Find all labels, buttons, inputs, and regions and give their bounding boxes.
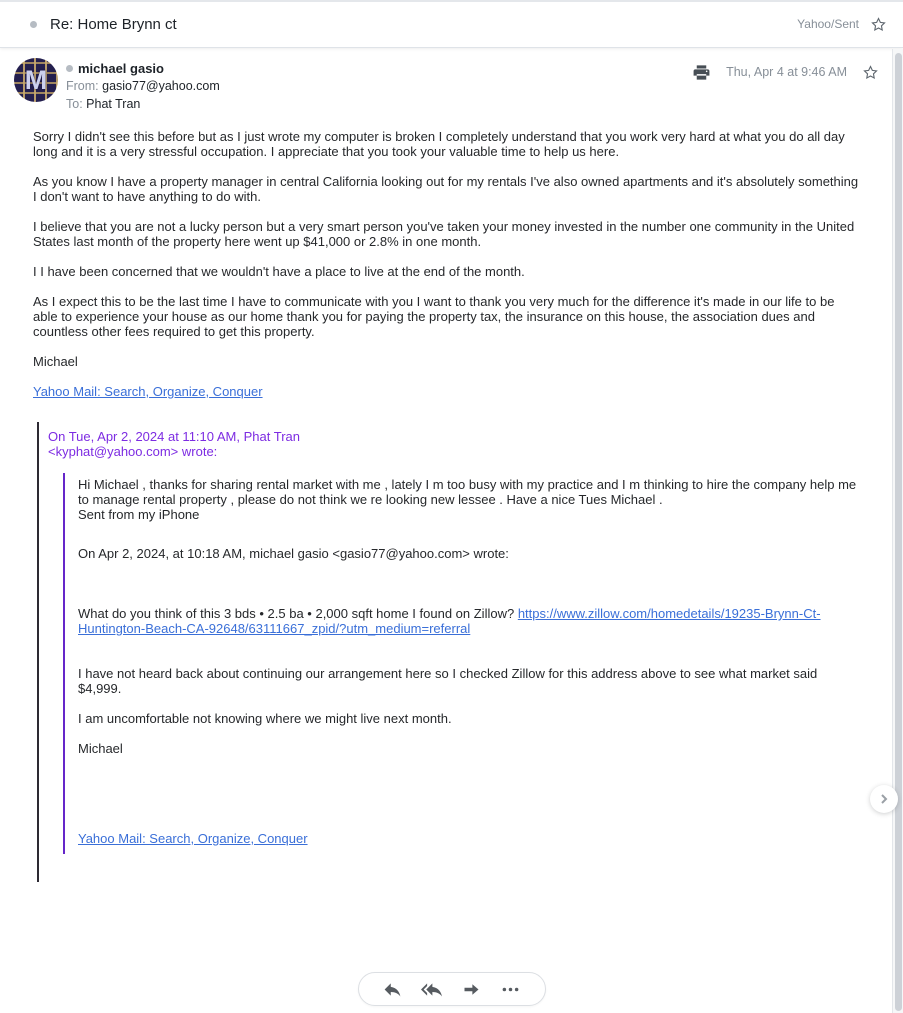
zillow-text: What do you think of this 3 bds • 2.5 ba • 2,000 sqft home I found on Zillow? bbox=[78, 606, 518, 621]
folder-label: Yahoo/Sent bbox=[797, 17, 859, 31]
forward-icon[interactable] bbox=[458, 976, 484, 1002]
body-paragraph: As you know I have a property manager in central California looking out for my rentals I've also owned apartments and it's absolutely something I don't want to have anything to do with. bbox=[33, 174, 859, 204]
body-paragraph: Sorry I didn't see this before but as I just wrote my computer is broken I completely understand that you work very hard at what you do all day long and it is a very stressful occupation. I appreciate that you took your valuable time to help us here. bbox=[33, 129, 845, 159]
sender-name: michael gasio bbox=[78, 61, 164, 76]
yahoo-mail-promo-link[interactable]: Yahoo Mail: Search, Organize, Conquer bbox=[33, 384, 263, 399]
scrollbar-thumb[interactable] bbox=[895, 53, 902, 1011]
more-icon[interactable] bbox=[498, 976, 524, 1002]
yahoo-mail-promo-link[interactable]: Yahoo Mail: Search, Organize, Conquer bbox=[78, 831, 308, 846]
to-recipient: Phat Tran bbox=[86, 97, 141, 111]
message-header bbox=[14, 58, 879, 118]
star-icon[interactable] bbox=[869, 16, 887, 34]
uncomfortable-paragraph: I am uncomfortable not knowing where we might live next month. bbox=[78, 711, 452, 726]
printer-icon[interactable] bbox=[692, 63, 712, 83]
from-address: gasio77@yahoo.com bbox=[102, 79, 220, 93]
zillow-paragraph bbox=[78, 606, 860, 636]
reply-icon[interactable] bbox=[379, 976, 405, 1002]
star-icon[interactable] bbox=[861, 63, 879, 81]
from-line bbox=[66, 79, 220, 94]
body-paragraph: I believe that you are not a lucky person but a very smart person you've taken your money invested in the number one community in the United States last month of the property here went up $41,000 or 2.8% in one month. bbox=[33, 219, 855, 249]
chevron-right-icon bbox=[878, 793, 890, 805]
quoted-message-level2 bbox=[63, 473, 860, 854]
message-body bbox=[33, 129, 860, 882]
market-paragraph: I have not heard back about continuing our arrangement here so I checked Zillow for this address above to see what market said $4,999. bbox=[78, 666, 818, 696]
quoted-signature: Michael bbox=[78, 741, 123, 756]
to-line bbox=[66, 97, 220, 112]
signature: Michael bbox=[33, 354, 78, 369]
scrollbar-track[interactable] bbox=[892, 49, 903, 1013]
quote-header-line: On Tue, Apr 2, 2024 at 11:10 AM, Phat Tran bbox=[48, 429, 300, 444]
sender-avatar bbox=[14, 58, 58, 102]
body-paragraph: As I expect this to be the last time I have to communicate with you I want to thank you very much for the difference it's made in our life to be able to experience your house as our home thank you for paying the property tax, the insurance on this house, the association dues and countless other fees required to get this property. bbox=[33, 294, 835, 339]
avatar-letter: M bbox=[24, 64, 48, 95]
next-message-button[interactable] bbox=[870, 785, 898, 813]
message-date: Thu, Apr 4 at 9:46 AM bbox=[726, 65, 847, 79]
unread-dot bbox=[66, 65, 73, 72]
message-subject: Re: Home Brynn ct bbox=[50, 17, 177, 32]
quoted-reply-text: Hi Michael , thanks for sharing rental market with me , lately I m too busy with my practice and I m thinking to hire the company help me to manage rental property , please do not think we re looking new lessee . Have a nice Tues Michael . bbox=[78, 477, 857, 507]
message-title-bar bbox=[0, 0, 903, 48]
sent-from-line: Sent from my iPhone bbox=[78, 507, 200, 522]
quote-header-line: <kyphat@yahoo.com> wrote: bbox=[48, 444, 218, 459]
from-label: From: bbox=[66, 79, 99, 93]
body-paragraph: I I have been concerned that we wouldn't have a place to live at the end of the month. bbox=[33, 264, 525, 279]
zillow-link[interactable]: https://www.zillow.com/homedetails/19235-Brynn-Ct-Huntington-Beach-CA-92648/63111667_zpid/?utm_medium=referral bbox=[78, 606, 821, 636]
to-label: To: bbox=[66, 97, 83, 111]
unread-dot bbox=[30, 21, 37, 28]
reply-toolbar bbox=[358, 972, 546, 1006]
quoted-message-level1 bbox=[37, 422, 860, 882]
reply-all-icon[interactable] bbox=[419, 976, 445, 1002]
inner-quote-header: On Apr 2, 2024, at 10:18 AM, michael gasio <gasio77@yahoo.com> wrote: bbox=[78, 546, 509, 561]
